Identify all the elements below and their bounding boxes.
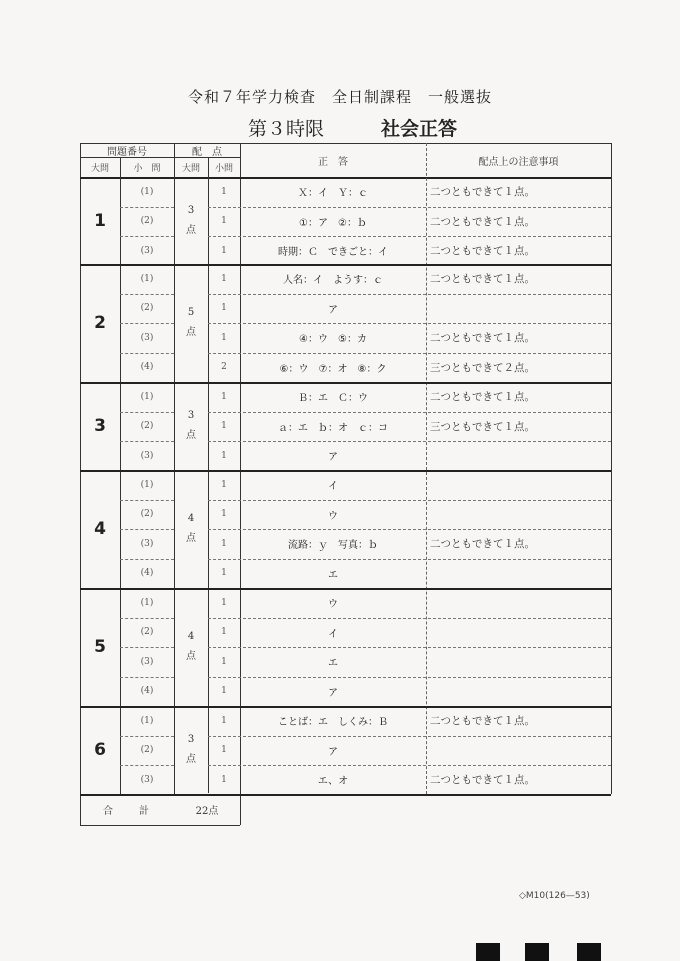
minor-question-points: 1 [221, 245, 227, 256]
note-cell [426, 588, 611, 618]
minor-question-label: (1) [140, 186, 154, 197]
minor-question-points: 1 [221, 715, 227, 726]
answer-cell: ウ [328, 510, 338, 522]
section-points [174, 706, 208, 795]
minor-question-label: (1) [140, 597, 154, 608]
section-points [174, 177, 208, 266]
section-points-value: 4 [187, 631, 195, 642]
header-points: 配 点 [192, 146, 222, 158]
section-points-unit: 点 [186, 651, 196, 662]
header-major-question: 大問 [90, 163, 109, 174]
section-points-unit: 点 [186, 533, 196, 544]
note-cell [426, 470, 611, 500]
note-cell: 三つともできて１点。 [430, 420, 535, 433]
answer-cell: 人名：イ ようす：ｃ [283, 275, 383, 287]
minor-question-points: 1 [221, 421, 227, 432]
answer-cell: ⑥：ウ ⑦：オ ⑧：ク [279, 363, 387, 375]
answer-cell: エ、オ [317, 776, 349, 788]
minor-question-label: (3) [140, 656, 154, 667]
minor-question-points: 1 [221, 568, 227, 579]
header-minor-question: 小 問 [133, 163, 161, 174]
answer-cell: イ [328, 628, 338, 640]
answer-cell: ことば：エ しくみ：Ｂ [278, 717, 388, 729]
note-cell [426, 618, 611, 648]
minor-question-label: (1) [140, 715, 154, 726]
section-number: 6 [94, 740, 106, 761]
total-label: 合 計 [103, 806, 151, 817]
minor-question-points: 1 [221, 479, 227, 490]
total-points: 22点 [195, 806, 219, 817]
section-points-unit: 点 [186, 754, 196, 766]
answer-cell: ア [328, 304, 338, 316]
section-number: 2 [94, 313, 106, 333]
answer-cell: ④：ウ ⑤：カ [299, 334, 367, 346]
minor-question-label: (2) [140, 745, 154, 756]
note-cell [426, 294, 611, 324]
answer-table [80, 143, 611, 825]
minor-question-label: (4) [140, 362, 154, 373]
section-number: 1 [94, 211, 106, 232]
answer-cell: 流路：ｙ 写真：ｂ [288, 540, 378, 552]
minor-question-points: 1 [221, 745, 227, 756]
minor-question-points: 1 [221, 303, 227, 314]
minor-question-label: (2) [140, 627, 154, 638]
registration-mark [577, 943, 601, 961]
section-number: 3 [94, 416, 106, 437]
subject-label: 社会正答 [381, 118, 458, 140]
minor-question-points: 1 [221, 509, 227, 520]
minor-question-label: (3) [140, 245, 154, 256]
answer-cell: ウ [328, 599, 338, 611]
section-number: 5 [94, 637, 106, 657]
section-points [174, 588, 208, 706]
note-cell [426, 647, 611, 677]
answer-cell: ａ：エ ｂ：オ ｃ：コ [278, 422, 388, 434]
note-cell: 二つともできて１点。 [430, 273, 535, 286]
minor-question-label: (2) [140, 509, 154, 520]
minor-question-points: 2 [221, 362, 227, 373]
section-points-value: 3 [187, 205, 195, 217]
minor-question-points: 1 [221, 216, 227, 227]
note-cell [426, 500, 611, 530]
note-cell: 二つともできて１点。 [430, 245, 535, 258]
minor-question-label: (2) [140, 303, 154, 314]
answer-cell: 時期：Ｃ できごと：イ [278, 247, 388, 259]
section-points-value: 3 [187, 734, 195, 746]
answer-cell: ア [328, 746, 338, 758]
section-points [174, 470, 208, 588]
note-cell: 二つともできて１点。 [430, 715, 535, 728]
note-cell: 三つともできて２点。 [430, 361, 535, 374]
minor-question-points: 1 [221, 332, 227, 343]
answer-cell: ①：ア ②：ｂ [299, 217, 367, 229]
answer-cell: エ [328, 658, 338, 670]
exam-title: 令和７年学力検査 全日制課程 一般選抜 [187, 88, 492, 106]
minor-question-points: 1 [221, 450, 227, 461]
section-points-value: 5 [187, 307, 195, 318]
minor-question-points: 1 [221, 597, 227, 608]
section-points-value: 4 [187, 513, 195, 524]
registration-mark [525, 943, 549, 961]
section-points-unit: 点 [186, 225, 196, 237]
note-cell [426, 559, 611, 589]
note-cell [426, 441, 611, 471]
note-cell [426, 677, 611, 707]
section-points-unit: 点 [186, 327, 196, 338]
minor-question-points: 1 [221, 627, 227, 638]
minor-question-label: (3) [140, 774, 154, 785]
header-major-points: 大問 [181, 163, 200, 174]
header-question-number: 問題番号 [107, 146, 147, 158]
header-answer: 正 答 [318, 156, 348, 168]
section-points-unit: 点 [186, 430, 196, 442]
answer-cell: イ [328, 481, 338, 493]
minor-question-points: 1 [221, 686, 227, 697]
minor-question-label: (4) [140, 568, 154, 579]
header-minor-points: 小問 [214, 163, 233, 174]
note-cell: 二つともできて１点。 [430, 774, 535, 787]
minor-question-label: (1) [140, 273, 154, 284]
minor-question-points: 1 [221, 391, 227, 402]
minor-question-label: (3) [140, 450, 154, 461]
minor-question-label: (3) [140, 332, 154, 343]
minor-question-label: (1) [140, 479, 154, 490]
answer-cell: Ｘ：イ Ｙ：ｃ [298, 188, 368, 200]
note-cell: 二つともできて１点。 [430, 391, 535, 404]
minor-question-label: (2) [140, 216, 154, 227]
note-cell [426, 736, 611, 766]
column-divider [611, 143, 612, 794]
note-cell: 二つともできて１点。 [430, 332, 535, 345]
answer-cell: エ [328, 569, 338, 581]
minor-question-points: 1 [221, 186, 227, 197]
answer-cell: ア [328, 687, 338, 699]
registration-mark [476, 943, 500, 961]
note-cell: 二つともできて１点。 [430, 215, 535, 228]
minor-question-points: 1 [221, 774, 227, 785]
minor-question-label: (1) [140, 391, 154, 402]
minor-question-label: (3) [140, 538, 154, 549]
section-number: 4 [94, 519, 106, 539]
section-points-value: 3 [187, 410, 195, 422]
minor-question-label: (2) [140, 421, 154, 432]
answer-cell: ア [328, 452, 338, 464]
minor-question-points: 1 [221, 656, 227, 667]
header-notes: 配点上の注意事項 [478, 156, 559, 168]
section-points [174, 382, 208, 471]
minor-question-label: (4) [140, 686, 154, 697]
minor-question-points: 1 [221, 538, 227, 549]
period-label: 第３時限 [248, 118, 325, 140]
minor-question-points: 1 [221, 273, 227, 284]
document-code: ◇M10(126—53) [519, 891, 590, 901]
answer-cell: Ｂ：エ Ｃ：ウ [298, 393, 368, 405]
note-cell: 二つともできて１点。 [430, 186, 535, 199]
row-divider [80, 825, 240, 826]
section-points [174, 264, 208, 382]
note-cell: 二つともできて１点。 [430, 538, 535, 551]
